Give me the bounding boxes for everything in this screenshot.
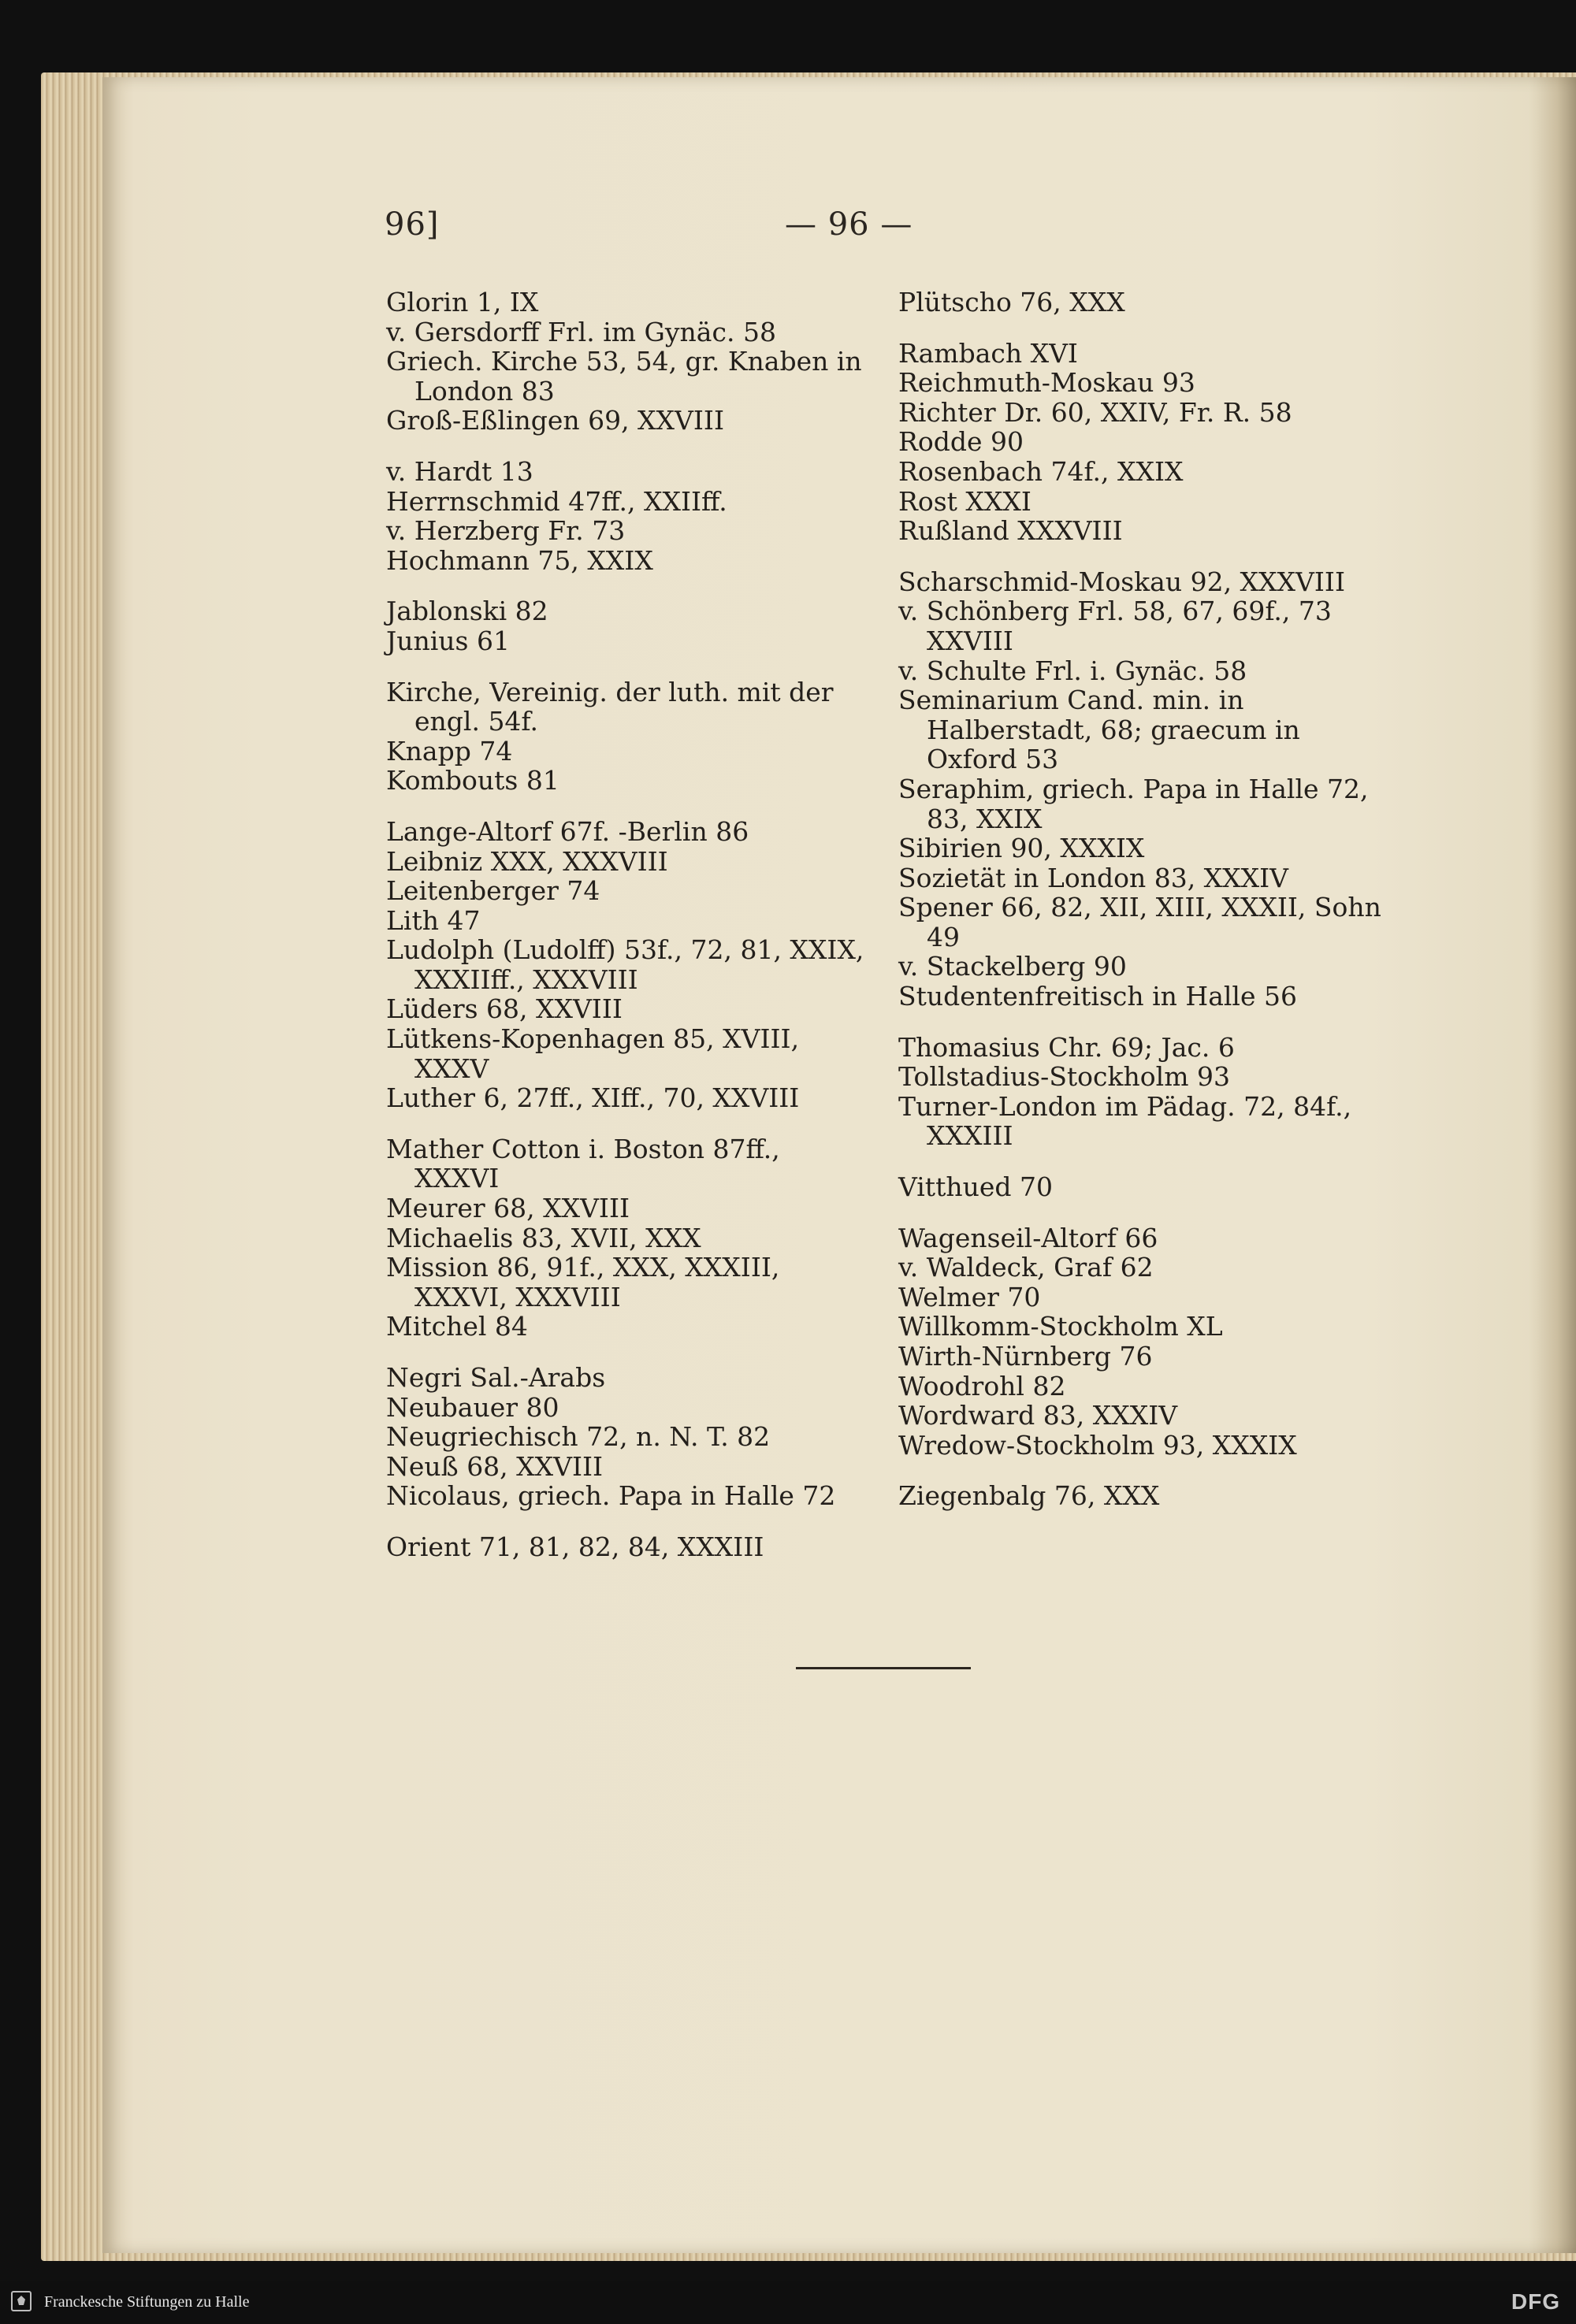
index-entry: Welmer 70 bbox=[898, 1281, 1041, 1312]
index-entry: v. Schönberg Frl. 58, 67, 69f., 73 XXVIII bbox=[898, 596, 1332, 656]
index-entry: Negri Sal.-Arabs bbox=[386, 1362, 606, 1393]
index-entry: v. Stackelberg 90 bbox=[898, 951, 1127, 982]
index-entry: Junius 61 bbox=[386, 625, 510, 656]
index-entry: Rußland XXXVIII bbox=[898, 515, 1123, 547]
institution-logo-icon bbox=[11, 2291, 32, 2311]
index-entry: Scharschmid-Moskau 92, XXXVIII bbox=[898, 566, 1345, 597]
index-entry: Turner-London im Pädag. 72, 84f., XXXIII bbox=[898, 1090, 1352, 1152]
entry-gap bbox=[898, 1460, 1387, 1481]
entry-gap bbox=[386, 656, 868, 678]
index-entry: Thomasius Chr. 69; Jac. 6 bbox=[898, 1031, 1235, 1063]
index-entry: Wirth-Nürnberg 76 bbox=[898, 1341, 1153, 1372]
index-entry: Rambach XVI bbox=[898, 337, 1078, 369]
index-entry: Seraphim, griech. Papa in Halle 72, 83, XXIX bbox=[898, 773, 1369, 834]
index-entry: Mission 86, 91f., XXX, XXXIII, XXXVI, XXXVIII bbox=[386, 1252, 780, 1312]
index-entry: Rodde 90 bbox=[898, 426, 1024, 458]
index-entry: Reichmuth-Moskau 93 bbox=[898, 367, 1195, 399]
index-entry: Seminarium Cand. min. in Halberstadt, 68; graecum in Oxford 53 bbox=[898, 685, 1300, 775]
index-entry: v. Gersdorff Frl. im Gynäc. 58 bbox=[386, 316, 776, 347]
index-entry: Sibirien 90, XXXIX bbox=[898, 833, 1145, 864]
index-entry: Lüders 68, XXVIII bbox=[386, 993, 623, 1025]
index-entry: Wredow-Stockholm 93, XXXIX bbox=[898, 1429, 1297, 1461]
index-entry: Richter Dr. 60, XXIV, Fr. R. 58 bbox=[898, 396, 1292, 428]
entry-gap bbox=[898, 1151, 1387, 1172]
index-entry: Rosenbach 74f., XXIX bbox=[898, 455, 1184, 487]
index-entry: Willkomm-Stockholm XL bbox=[898, 1311, 1223, 1342]
entry-gap bbox=[898, 1012, 1387, 1033]
index-entry: Studentenfreitisch in Halle 56 bbox=[898, 981, 1297, 1012]
index-entry: Orient 71, 81, 82, 84, XXXIII bbox=[386, 1531, 764, 1562]
index-entry: Tollstadius-Stockholm 93 bbox=[898, 1061, 1230, 1093]
index-entry: Neugriechisch 72, n. N. T. 82 bbox=[386, 1421, 771, 1453]
index-entry: Mitchel 84 bbox=[386, 1311, 528, 1342]
index-entry: Lith 47 bbox=[386, 904, 481, 936]
end-rule bbox=[796, 1667, 971, 1669]
index-entry: Meurer 68, XXVIII bbox=[386, 1193, 630, 1224]
index-entry: Kirche, Vereinig. der luth. mit der engl. 54f. bbox=[386, 676, 834, 737]
index-entry: Glorin 1, IX bbox=[386, 287, 539, 317]
index-entry: Herrnschmid 47ff., XXIIff. bbox=[386, 485, 727, 517]
index-entry: Neubauer 80 bbox=[386, 1391, 559, 1423]
index-entry: v. Waldeck, Graf 62 bbox=[898, 1252, 1154, 1283]
footer-institution: Franckesche Stiftungen zu Halle bbox=[44, 2293, 250, 2311]
entry-gap bbox=[386, 1511, 868, 1532]
entry-gap bbox=[898, 546, 1387, 567]
entry-gap bbox=[386, 575, 868, 596]
index-entry: Spener 66, 82, XII, XIII, XXXII, Sohn 49 bbox=[898, 892, 1381, 952]
dfg-logo: DFG bbox=[1511, 2289, 1560, 2314]
index-entry: Lütkens-Kopenhagen 85, XVIII, XXXV bbox=[386, 1023, 800, 1084]
entry-gap bbox=[898, 317, 1387, 339]
index-column-right bbox=[898, 288, 1387, 1511]
entry-gap bbox=[386, 1342, 868, 1363]
index-entry: Kombouts 81 bbox=[386, 765, 559, 796]
page-reference: 96] bbox=[385, 206, 440, 243]
index-entry: Plütscho 76, XXX bbox=[898, 287, 1125, 317]
index-entry: Vitthued 70 bbox=[898, 1171, 1053, 1203]
index-entry: Wordward 83, XXXIV bbox=[898, 1400, 1178, 1431]
index-entry: Hochmann 75, XXIX bbox=[386, 544, 653, 576]
index-entry: v. Hardt 13 bbox=[386, 455, 533, 487]
index-entry: Neuß 68, XXVIII bbox=[386, 1450, 604, 1482]
index-entry: Leibniz XXX, XXXVIII bbox=[386, 845, 668, 877]
index-entry: Michaelis 83, XVII, XXX bbox=[386, 1222, 701, 1253]
index-entry: Ludolph (Ludolff) 53f., 72, 81, XXIX, XXXIIff., XXXVIII bbox=[386, 934, 864, 995]
index-column-left bbox=[386, 288, 868, 1562]
index-entry: Nicolaus, griech. Papa in Halle 72 bbox=[386, 1480, 836, 1512]
entry-gap bbox=[386, 436, 868, 457]
page-number: — 96 — bbox=[785, 206, 913, 243]
index-entry: Knapp 74 bbox=[386, 735, 513, 767]
gutter-shadow bbox=[1529, 77, 1576, 2253]
index-entry: v. Schulte Frl. i. Gynäc. 58 bbox=[898, 655, 1247, 686]
entry-gap bbox=[386, 1113, 868, 1134]
index-entry: Groß-Eßlingen 69, XXVIII bbox=[386, 405, 724, 436]
index-entry: Leitenberger 74 bbox=[386, 875, 600, 907]
index-entry: Jablonski 82 bbox=[386, 596, 548, 627]
entry-gap bbox=[898, 1202, 1387, 1223]
index-entry: v. Herzberg Fr. 73 bbox=[386, 515, 626, 547]
index-entry: Mather Cotton i. Boston 87ff., XXXVI bbox=[386, 1133, 780, 1194]
index-entry: Sozietät in London 83, XXXIV bbox=[898, 862, 1289, 893]
index-entry: Ziegenbalg 76, XXX bbox=[898, 1480, 1160, 1512]
index-entry: Griech. Kirche 53, 54, gr. Knaben in London 83 bbox=[386, 346, 862, 407]
index-entry: Rost XXXI bbox=[898, 485, 1031, 517]
index-entry: Luther 6, 27ff., XIff., 70, XXVIII bbox=[386, 1082, 800, 1114]
index-entry: Wagenseil-Altorf 66 bbox=[898, 1222, 1158, 1253]
index-entry: Lange-Altorf 67f. -Berlin 86 bbox=[386, 815, 749, 847]
index-entry: Woodrohl 82 bbox=[898, 1370, 1066, 1401]
entry-gap bbox=[386, 796, 868, 817]
